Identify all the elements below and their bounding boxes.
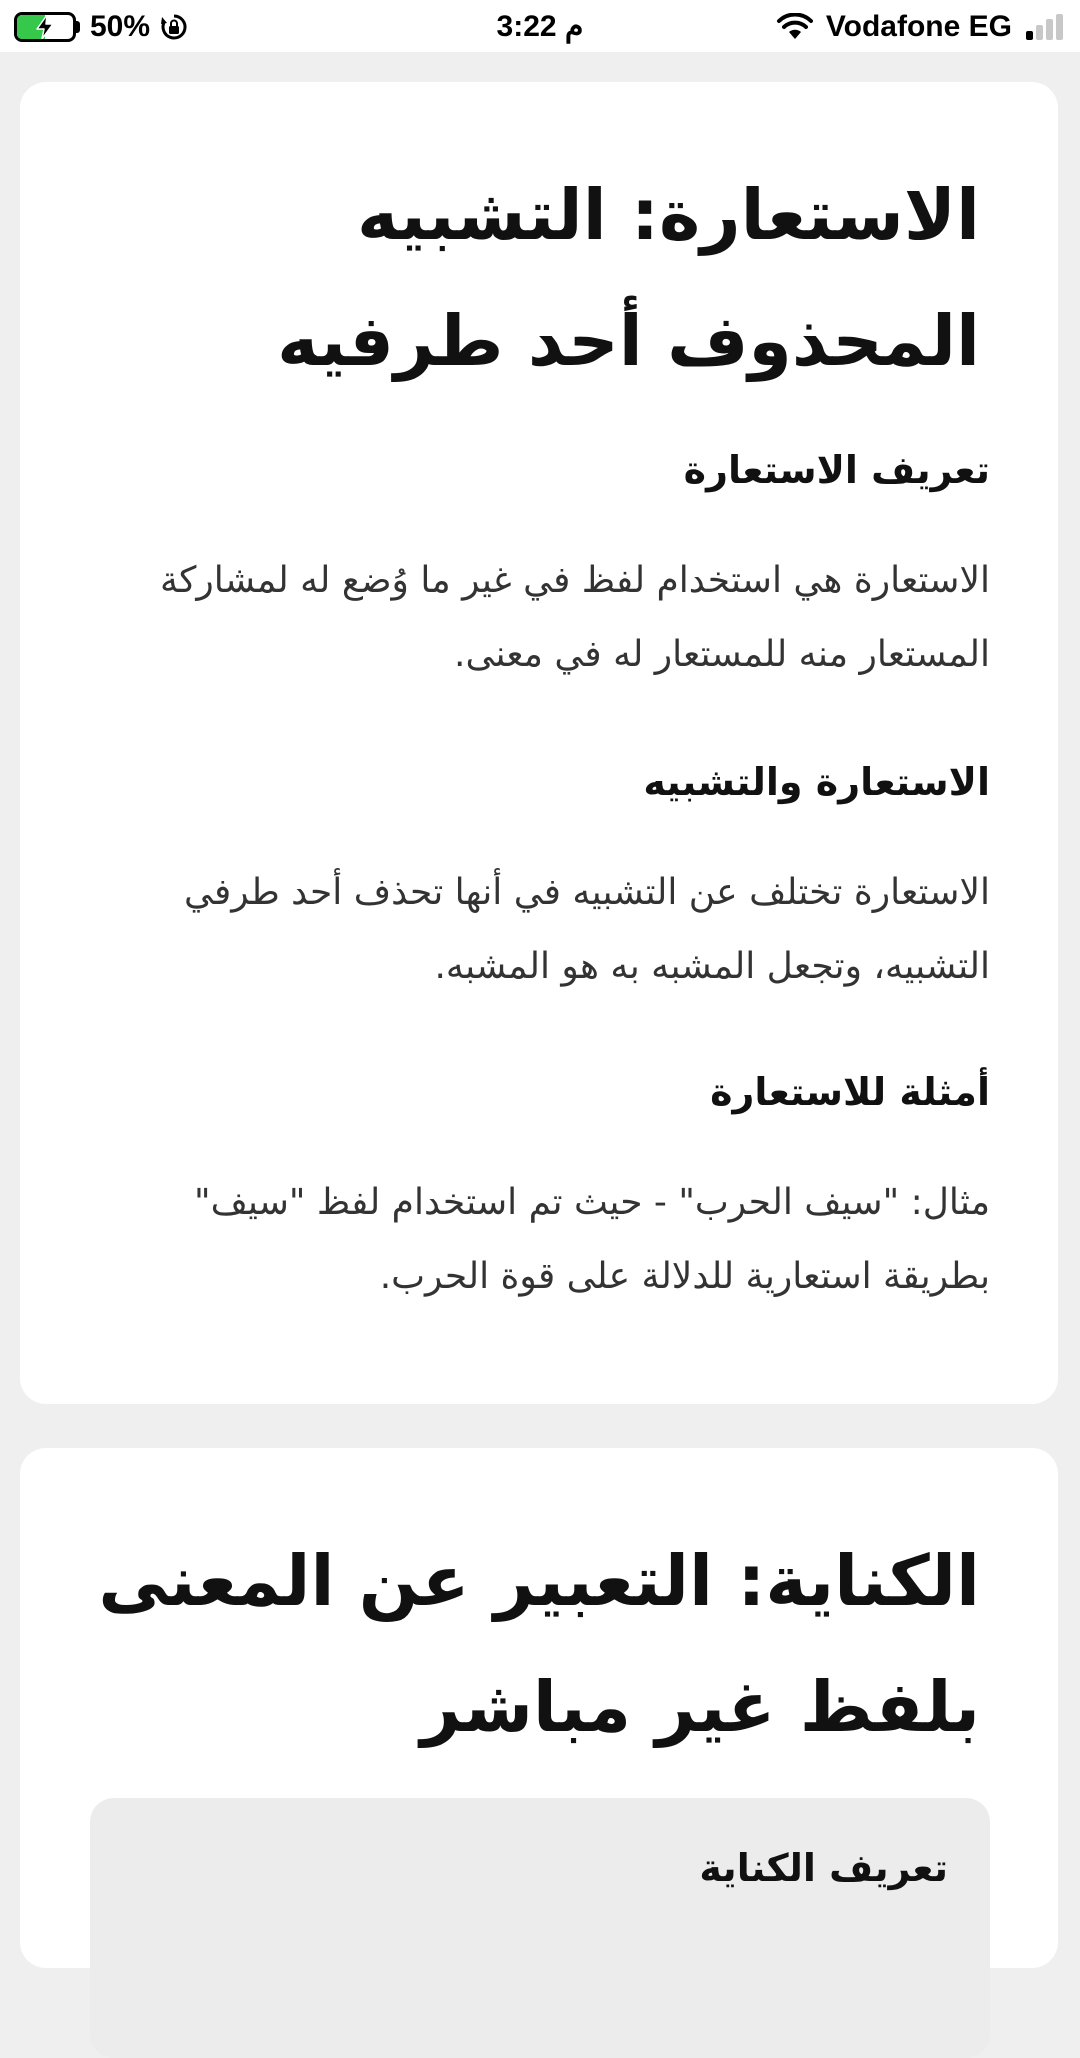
- metaphor-card: [20, 82, 1058, 1404]
- card-title: الاستعارة: التشبيه المحذوف أحد طرفيه: [277, 174, 980, 382]
- section-body-metaphor-definition: الاستعارة هي استخدام لفظ في غير ما وُضع له لمشاركة المستعار منه للمستعار له في معنى.: [159, 560, 990, 675]
- section-heading-metaphor-examples: أمثلة للاستعارة: [710, 1070, 990, 1114]
- section-heading-metonymy-definition: تعريف الكناية: [699, 1846, 948, 1890]
- card-title: الكناية: التعبير عن المعنى بلفظ غير مباشر: [98, 1540, 980, 1748]
- section-body-metaphor-vs-simile: الاستعارة تختلف عن التشبيه في أنها تحذف أحد طرفي التشبيه، وتجعل المشبه به هو المشبه.: [183, 872, 990, 987]
- section-heading-metaphor-definition: تعريف الاستعارة: [683, 448, 990, 492]
- cellular-signal-icon: [1024, 13, 1066, 41]
- metonymy-definition-panel: [90, 1798, 990, 2058]
- wifi-icon: [776, 13, 814, 41]
- status-right-group: [776, 8, 1066, 46]
- status-time: 3:22 م: [496, 10, 584, 43]
- carrier-name: Vodafone EG: [825, 10, 1012, 43]
- status-bar: [0, 0, 1080, 52]
- battery-percent: 50%: [90, 10, 151, 43]
- metonymy-card: [20, 1448, 1058, 1968]
- section-heading-metaphor-vs-simile: الاستعارة والتشبيه: [643, 760, 990, 804]
- section-body-metaphor-examples: مثال: "سيف الحرب" - حيث تم استخدام لفظ "سيف" بطريقة استعارية للدلالة على قوة الحرب.: [194, 1182, 990, 1297]
